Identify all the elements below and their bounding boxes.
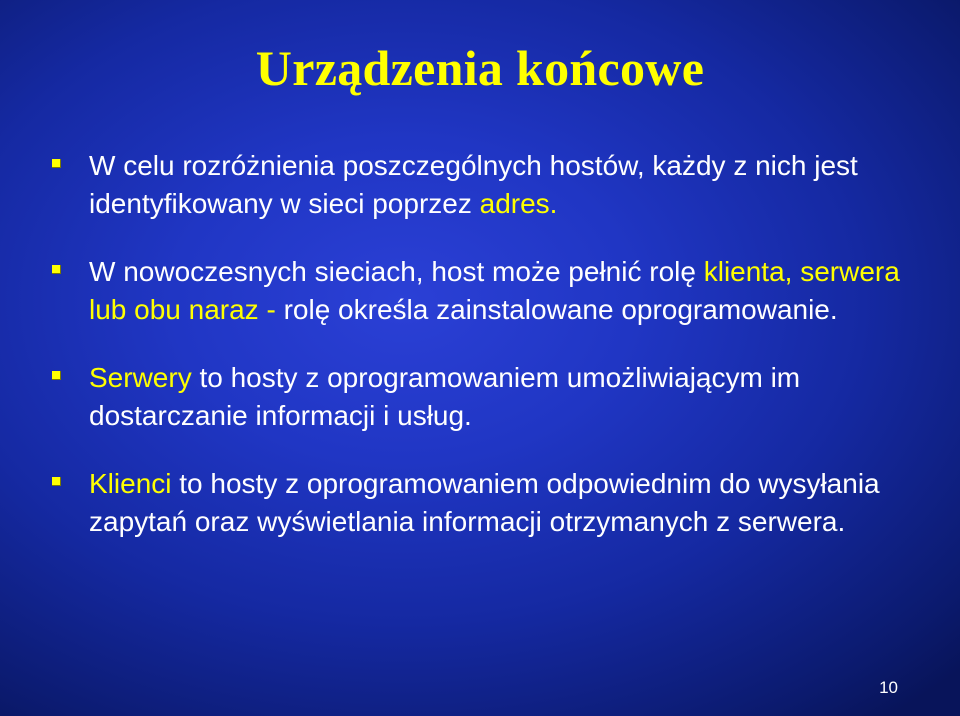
- bullet-text: W nowoczesnych sieciach, host może pełnić rolę: [89, 256, 704, 287]
- bullet-text: to hosty z oprogramowaniem umożliwiającym im dostarczanie informacji i usług.: [89, 362, 801, 431]
- highlighted-term: Serwery: [89, 362, 192, 393]
- bullet-text: rolę określa zainstalowane oprogramowanie.: [275, 294, 838, 325]
- page-number: 10: [879, 678, 898, 697]
- square-bullet-icon: [52, 371, 61, 380]
- bullet-text: W celu rozróżnienia poszczególnych hostów, każdy z nich jest identyfikowany w sieci poprzez: [89, 150, 858, 219]
- square-bullet-icon: [52, 265, 61, 274]
- slide-title: Urządzenia końcowe: [255, 40, 705, 96]
- square-bullet-icon: [52, 477, 61, 486]
- bullet-item-1: [52, 147, 942, 223]
- square-bullet-icon: [52, 159, 61, 168]
- bullet-item-3: [52, 359, 942, 435]
- highlighted-term: klienta, serwera lub obu naraz -: [89, 256, 900, 325]
- highlighted-term: Klienci: [89, 468, 172, 499]
- bullet-item-4: [52, 465, 942, 541]
- bullet-list: [52, 147, 942, 541]
- bullet-text: to hosty z oprogramowaniem odpowiednim do wysyłania zapytań oraz wyświetlania informacji otrzymanych z serwera.: [89, 468, 880, 537]
- bullet-item-2: [52, 253, 942, 329]
- highlighted-term: adres.: [479, 188, 558, 219]
